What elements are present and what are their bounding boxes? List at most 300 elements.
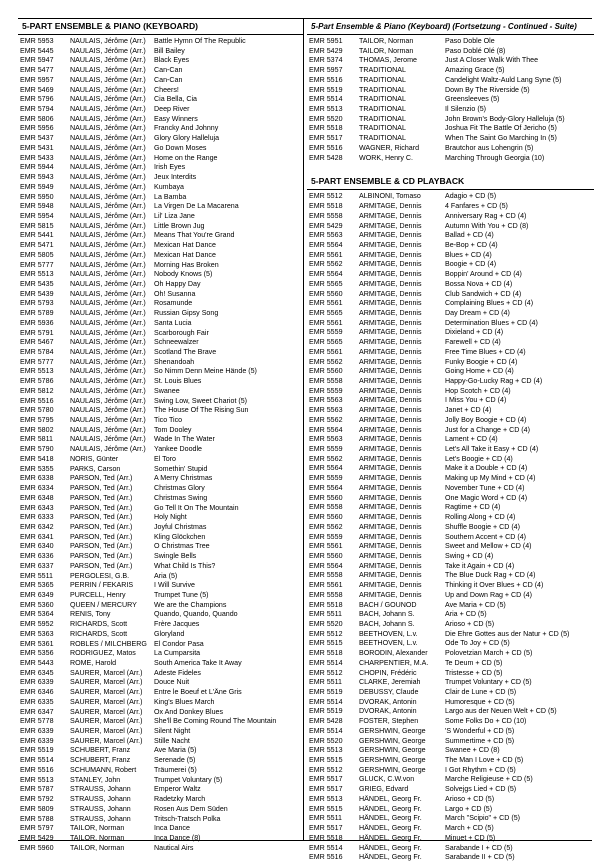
list-item [307, 727, 594, 737]
composer: NAULAIS, Jérôme (Arr.) [70, 114, 146, 123]
list-item [307, 115, 594, 125]
piece-title: Janet + CD (4) [445, 406, 492, 415]
composer: BORODIN, Alexander [359, 649, 428, 658]
list-item [18, 591, 303, 601]
list-item [307, 601, 594, 611]
piece-title: Swingle Bells [154, 552, 197, 561]
piece-title: Hop Scotch + CD (4) [445, 386, 511, 395]
piece-title: Let's Boogie + CD (4) [445, 454, 513, 463]
catalog-number: EMR 5519 [309, 688, 343, 696]
composer: ARMITAGE, Dennis [359, 357, 422, 366]
composer: NAULAIS, Jérôme (Arr.) [70, 95, 146, 104]
catalog-number: EMR 6339 [20, 736, 54, 745]
piece-title: Up and Down Rag + CD (4) [445, 590, 532, 599]
list-item [307, 377, 594, 387]
list-item [18, 795, 303, 805]
list-item [18, 124, 303, 134]
composer: ARMITAGE, Dennis [359, 377, 422, 385]
piece-title: Clair de Lune + CD (5) [445, 688, 517, 696]
piece-title: Largo + CD (5) [445, 804, 493, 813]
piece-title: Adagio + CD (5) [445, 192, 497, 201]
list-item [18, 805, 303, 815]
list-item [18, 708, 303, 718]
list-item [18, 533, 303, 543]
composer: QUEEN / MERCURY [70, 600, 137, 609]
list-item [307, 766, 594, 776]
list-item [307, 251, 594, 261]
composer: STRAUSS, Johann [70, 804, 131, 813]
piece-title: Make it a Double + CD (4) [445, 464, 528, 473]
composer: GERSHWIN, George [359, 746, 426, 755]
composer: PARSON, Ted (Arr.) [70, 552, 133, 561]
composer: TRADITIONAL [359, 114, 406, 123]
composer: WORK, Henry C. [359, 153, 413, 162]
list-item [18, 435, 303, 445]
list-item [18, 338, 303, 348]
composer: NAULAIS, Jérôme (Arr.) [70, 270, 146, 279]
piece-title: Ragtime + CD (4) [445, 503, 501, 512]
catalog-number: EMR 5561 [309, 581, 343, 590]
piece-title: Making up My Mind + CD (4) [445, 474, 536, 483]
catalog-number: EMR 6348 [20, 493, 54, 502]
piece-title: Ave Maria (5) [154, 746, 197, 755]
section-heading-cd-playback: 5-PART ENSEMBLE & CD PLAYBACK [311, 176, 465, 187]
list-item [18, 144, 303, 154]
list-item [18, 737, 303, 747]
composer: ARMITAGE, Dennis [359, 571, 422, 580]
composer: HÄNDEL, Georg Fr. [359, 814, 422, 823]
piece-title: Amazing Grace (5) [445, 66, 505, 75]
composer: ARMITAGE, Dennis [359, 289, 422, 298]
composer: NAULAIS, Jérôme (Arr.) [70, 250, 146, 259]
composer: NAULAIS, Jérôme (Arr.) [70, 299, 146, 308]
piece-title: Largo aus der Neuen Welt + CD (5) [445, 707, 557, 716]
composer: GERSHWIN, George [359, 756, 426, 765]
list-item [307, 328, 594, 338]
list-item [307, 464, 594, 474]
list-item [18, 678, 303, 688]
list-item [307, 717, 594, 727]
catalog-number: EMR 5788 [20, 814, 54, 823]
catalog-number: EMR 5429 [20, 833, 54, 842]
composer: PARSON, Ted (Arr.) [70, 522, 133, 531]
piece-title: Humoresque + CD (5) [445, 697, 515, 706]
catalog-number: EMR 5558 [309, 503, 343, 512]
piece-title: Sweet and Mellow + CD (4) [445, 542, 532, 551]
composer: SCHUBERT, Franz [70, 756, 131, 765]
catalog-number: EMR 5560 [309, 289, 343, 298]
list-item [18, 212, 303, 222]
catalog-number: EMR 5787 [20, 785, 54, 794]
list-item [18, 367, 303, 377]
catalog-number: EMR 5513 [20, 367, 54, 376]
composer: NAULAIS, Jérôme (Arr.) [70, 85, 146, 94]
catalog-number: EMR 6343 [20, 503, 54, 512]
catalog-number: EMR 5936 [20, 318, 54, 327]
list-item [18, 134, 303, 144]
piece-title: Take it Again + CD (4) [445, 561, 515, 570]
piece-title: Douce Nuit [154, 678, 190, 687]
catalog-number: EMR 5780 [20, 406, 54, 415]
composer: TRADITIONAL [359, 95, 406, 104]
composer: NAULAIS, Jérôme (Arr.) [70, 377, 146, 386]
piece-title: Autumn With You + CD (8) [445, 221, 529, 230]
piece-title: Wade In The Water [154, 435, 215, 444]
catalog-number: EMR 5515 [309, 639, 343, 648]
list-item [18, 455, 303, 465]
catalog-number: EMR 5560 [309, 493, 343, 502]
catalog-number: EMR 5512 [309, 629, 343, 638]
list-item [18, 620, 303, 630]
piece-title: John Brown's Body-Glory Halleluja (5) [445, 114, 565, 123]
piece-title: Means That You're Grand [154, 231, 235, 240]
catalog-number: EMR 5564 [309, 483, 343, 492]
catalog-number: EMR 5561 [309, 542, 343, 551]
list-item [307, 756, 594, 766]
piece-title: El Condor Pasa [154, 639, 204, 648]
catalog-number: EMR 5952 [20, 620, 54, 629]
composer: HÄNDEL, Georg Fr. [359, 794, 422, 803]
list-item [18, 581, 303, 591]
catalog-number: EMR 5516 [20, 765, 54, 774]
piece-title: Down By The Riverside (5) [445, 85, 530, 94]
catalog-number: EMR 5360 [20, 600, 54, 609]
list-item [307, 775, 594, 785]
piece-title: Solvejgs Lied + CD (5) [445, 785, 517, 794]
list-item [307, 834, 594, 844]
list-item [18, 824, 303, 834]
catalog-number: EMR 5564 [309, 270, 343, 279]
composer: ARMITAGE, Dennis [359, 590, 422, 599]
catalog-number: EMR 5517 [309, 824, 343, 833]
catalog-number: EMR 5519 [309, 707, 343, 716]
piece-title: Deep River [154, 105, 190, 114]
list-item [18, 241, 303, 251]
piece-title: Boogie + CD (4) [445, 260, 497, 269]
piece-title: Be-Bop + CD (4) [445, 240, 498, 249]
piece-title: Some Folks Do + CD (10) [445, 717, 527, 726]
catalog-number: EMR 5561 [309, 299, 343, 308]
catalog-number: EMR 5512 [309, 192, 343, 201]
catalog-number: EMR 5517 [309, 775, 343, 784]
catalog-number: EMR 5954 [20, 211, 54, 220]
piece-title: March "Scipio" + CD (5) [445, 814, 521, 823]
piece-title: Trumpet Voluntary + CD (5) [445, 678, 532, 687]
list-item [18, 86, 303, 96]
piece-title: Il Silenzio (5) [445, 105, 487, 114]
list-item [307, 406, 594, 416]
list-item [307, 367, 594, 377]
list-item [18, 416, 303, 426]
composer: PARSON, Ted (Arr.) [70, 493, 133, 502]
piece-title: La Bamba [154, 192, 187, 201]
catalog-number: EMR 5561 [309, 318, 343, 327]
catalog-number: EMR 5364 [20, 610, 54, 619]
heading-underline [18, 34, 303, 35]
list-item [18, 494, 303, 504]
catalog-number: EMR 5944 [20, 163, 54, 172]
catalog-number: EMR 5429 [309, 46, 343, 55]
list-item [18, 698, 303, 708]
list-item [307, 445, 594, 455]
list-item [307, 387, 594, 397]
piece-title: Glory Glory Halleluja [154, 134, 220, 143]
composer: NAULAIS, Jérôme (Arr.) [70, 37, 146, 45]
composer: ARMITAGE, Dennis [359, 367, 422, 376]
list-item [307, 513, 594, 523]
catalog-number: EMR 5513 [309, 794, 343, 803]
list-item [307, 571, 594, 581]
composer: DEBUSSY, Claude [359, 688, 419, 696]
catalog-number: EMR 5439 [20, 289, 54, 298]
list-item [307, 698, 594, 708]
piece-title: Club Sandwich + CD (4) [445, 289, 522, 298]
list-item [18, 358, 303, 368]
piece-title: Rosamunde [154, 299, 193, 308]
composer: NAULAIS, Jérôme (Arr.) [70, 163, 146, 172]
composer: NAULAIS, Jérôme (Arr.) [70, 396, 146, 405]
piece-title: I Miss You + CD (4) [445, 396, 507, 405]
composer: SCHUBERT, Franz [70, 746, 131, 755]
catalog-number: EMR 5563 [309, 406, 343, 415]
catalog-number: EMR 5565 [309, 308, 343, 317]
list-item [307, 630, 594, 640]
list-item [18, 542, 303, 552]
piece-title: Cheers! [154, 85, 179, 94]
list-item [18, 756, 303, 766]
catalog-number: EMR 5518 [309, 124, 343, 133]
catalog-number: EMR 5431 [20, 143, 54, 152]
catalog-number: EMR 5951 [309, 37, 343, 45]
list-item [307, 533, 594, 543]
catalog-number: EMR 5511 [309, 814, 342, 823]
piece-title: She'll Be Coming Round The Mountain [154, 717, 277, 726]
list-item [18, 465, 303, 475]
composer: ARMITAGE, Dennis [359, 493, 422, 502]
catalog-number: EMR 5355 [20, 464, 54, 473]
list-item [307, 105, 594, 115]
catalog-number: EMR 5512 [309, 765, 343, 774]
composer: ARMITAGE, Dennis [359, 474, 422, 483]
catalog-number: EMR 5960 [20, 843, 54, 852]
composer: NAULAIS, Jérôme (Arr.) [70, 134, 146, 143]
catalog-number: EMR 6335 [20, 697, 54, 706]
composer: NAULAIS, Jérôme (Arr.) [70, 406, 146, 415]
catalog-number: EMR 5361 [20, 639, 54, 648]
list-item [307, 824, 594, 834]
composer: ARMITAGE, Dennis [359, 532, 422, 541]
composer: GRIEG, Edvard [359, 785, 409, 794]
piece-title: Battle Hymn Of The Republic [154, 37, 246, 45]
composer: ARMITAGE, Dennis [359, 318, 422, 327]
catalog-number: EMR 5519 [20, 746, 54, 755]
composer: NAULAIS, Jérôme (Arr.) [70, 241, 146, 250]
list-item [307, 56, 594, 66]
composer: PERRIN / FEKARIS [70, 581, 134, 590]
list-item [18, 640, 303, 650]
catalog-number: EMR 5797 [20, 824, 54, 833]
catalog-number: EMR 5562 [309, 357, 343, 366]
list-item [307, 222, 594, 232]
catalog-number: EMR 5428 [309, 153, 343, 162]
composer: BEETHOVEN, L.v. [359, 629, 418, 638]
catalog-number: EMR 5565 [309, 338, 343, 347]
piece-title: Minuet + CD (5) [445, 833, 496, 842]
list-item [18, 251, 303, 261]
list-item [307, 707, 594, 717]
list-item [307, 231, 594, 241]
piece-title: Holy Night [154, 513, 187, 522]
composer: TRADITIONAL [359, 75, 406, 84]
list-item [18, 426, 303, 436]
catalog-number: EMR 5564 [309, 240, 343, 249]
list-item [18, 202, 303, 212]
catalog-number: EMR 5445 [20, 46, 54, 55]
catalog-number: EMR 5563 [309, 231, 343, 240]
composer: ARMITAGE, Dennis [359, 542, 422, 551]
catalog-number: EMR 5513 [309, 105, 343, 114]
composer: RODRIGUEZ, Matos [70, 649, 136, 658]
composer: NAULAIS, Jérôme (Arr.) [70, 173, 146, 182]
composer: NAULAIS, Jérôme (Arr.) [70, 231, 146, 240]
piece-title: Blues + CD (4) [445, 250, 492, 259]
piece-title: Lament + CD (4) [445, 435, 498, 444]
piece-title: Irish Eyes [154, 163, 186, 172]
list-item [18, 746, 303, 756]
list-item [18, 348, 303, 358]
composer: NAULAIS, Jérôme (Arr.) [70, 153, 146, 162]
catalog-number: EMR 5513 [20, 775, 54, 784]
piece-title: What Child Is This? [154, 561, 216, 570]
composer: ARMITAGE, Dennis [359, 221, 422, 230]
piece-title: Oh! Susanna [154, 289, 196, 298]
list-item [18, 290, 303, 300]
composer: SAURER, Marcel (Arr.) [70, 678, 143, 687]
catalog-number: EMR 5956 [20, 124, 54, 133]
piece-title: The House Of The Rising Sun [154, 406, 249, 415]
catalog-number: EMR 5777 [20, 357, 54, 366]
catalog-number: EMR 5559 [309, 445, 343, 454]
list-item [307, 814, 594, 824]
list-item [18, 513, 303, 523]
composer: ROME, Harold [70, 659, 117, 667]
composer: NAULAIS, Jérôme (Arr.) [70, 338, 146, 347]
composer: NAULAIS, Jérôme (Arr.) [70, 318, 146, 327]
catalog-number: EMR 5467 [20, 338, 54, 347]
composer: DVORAK, Antonin [359, 707, 417, 716]
list-item [307, 319, 594, 329]
piece-title: Anniversary Rag + CD (4) [445, 211, 527, 220]
list-item [18, 601, 303, 611]
piece-title: Nobody Knows (5) [154, 270, 213, 279]
catalog-number: EMR 5429 [309, 221, 343, 230]
list-item [307, 348, 594, 358]
composer: ARMITAGE, Dennis [359, 551, 422, 560]
list-item [18, 95, 303, 105]
composer: TRADITIONAL [359, 66, 406, 75]
catalog-number: EMR 6339 [20, 727, 54, 736]
composer: NAULAIS, Jérôme (Arr.) [70, 211, 146, 220]
composer: ARMITAGE, Dennis [359, 522, 422, 531]
catalog-number: EMR 5511 [309, 678, 342, 687]
list-item [307, 659, 594, 669]
piece-title: Funky Boogie + CD (4) [445, 357, 518, 366]
list-item [307, 523, 594, 533]
catalog-number: EMR 5564 [309, 425, 343, 434]
piece-title: Aria (5) [154, 571, 178, 580]
composer: PARSON, Ted (Arr.) [70, 532, 133, 541]
catalog-number: EMR 5363 [20, 629, 54, 638]
catalog-number: EMR 5812 [20, 386, 54, 395]
composer: NAULAIS, Jérôme (Arr.) [70, 279, 146, 288]
piece-title: Swanee [154, 386, 180, 395]
composer: NAULAIS, Jérôme (Arr.) [70, 309, 146, 318]
list-item [307, 299, 594, 309]
catalog-number: EMR 6347 [20, 707, 54, 716]
list-item [307, 396, 594, 406]
catalog-number: EMR 5516 [309, 75, 343, 84]
piece-title: Quando, Quando, Quando [154, 610, 238, 619]
left-column [18, 18, 303, 853]
composer: NORIS, Günter [70, 454, 119, 463]
list-item [18, 776, 303, 786]
catalog-number: EMR 5515 [309, 756, 343, 765]
composer: PURCELL, Henry [70, 590, 126, 599]
catalog-number: EMR 5811 [20, 435, 53, 444]
piece-title: Day Dream + CD (4) [445, 308, 510, 317]
piece-title: Tom Dooley [154, 425, 192, 434]
composer: NAULAIS, Jérôme (Arr.) [70, 348, 146, 356]
catalog-number: EMR 5563 [309, 396, 343, 405]
piece-title: So Nimm Denn Meine Hände (5) [154, 367, 257, 376]
piece-title: Marche Religieuse + CD (5) [445, 775, 533, 784]
composer: ARMITAGE, Dennis [359, 396, 422, 405]
piece-title: Te Deum + CD (5) [445, 658, 503, 667]
list-item [307, 649, 594, 659]
right-list-cd [307, 192, 594, 863]
composer: NAULAIS, Jérôme (Arr.) [70, 192, 146, 201]
composer: SAURER, Marcel (Arr.) [70, 707, 143, 716]
composer: ARMITAGE, Dennis [359, 513, 422, 522]
catalog-number: EMR 5519 [309, 85, 343, 94]
piece-title: Just for a Change + CD (4) [445, 425, 530, 434]
piece-title: Die Ehre Gottes aus der Natur + CD (5) [445, 629, 570, 638]
piece-title: Cia Bella, Cia [154, 95, 197, 104]
piece-title: I Got Rhythm + CD (5) [445, 765, 516, 774]
catalog-number: EMR 5356 [20, 649, 54, 658]
list-item [307, 37, 594, 47]
composer: HÄNDEL, Georg Fr. [359, 824, 422, 833]
piece-title: Little Brown Jug [154, 221, 205, 230]
piece-title: Russian Gipsy Song [154, 309, 219, 318]
piece-title: Black Eyes [154, 56, 190, 65]
list-item [307, 260, 594, 270]
catalog-number: EMR 5789 [20, 309, 54, 318]
catalog-number: EMR 5796 [20, 95, 54, 104]
catalog-number: EMR 6340 [20, 542, 54, 551]
composer: CHOPIN, Frédéric [359, 668, 417, 677]
composer: NAULAIS, Jérôme (Arr.) [70, 386, 146, 395]
composer: PARKS, Carson [70, 464, 121, 473]
piece-title: Free Time Blues + CD (4) [445, 347, 526, 356]
catalog-number: EMR 5560 [309, 513, 343, 522]
composer: TAILOR, Norman [70, 824, 125, 833]
composer: TRADITIONAL [359, 124, 406, 133]
list-item [307, 503, 594, 513]
piece-title: March + CD (5) [445, 824, 494, 833]
catalog-number: EMR 5953 [20, 37, 54, 45]
right-column [307, 18, 594, 863]
